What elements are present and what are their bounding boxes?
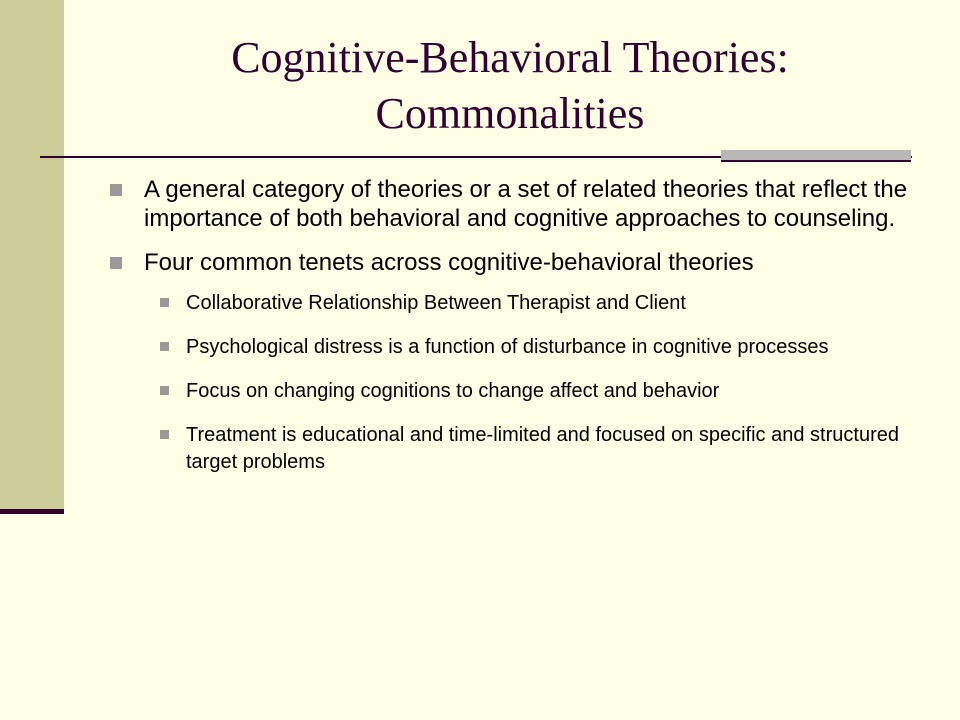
slide-title [100, 30, 920, 142]
bullet-item [108, 248, 928, 277]
title-accent-bar [721, 150, 911, 162]
sub-bullet-text: Treatment is educational and time-limited and focused on specific and structured target problems [186, 424, 899, 473]
slide-title-line-1: Cognitive-Behavioral Theories: [231, 33, 789, 82]
sub-bullet-text: Psychological distress is a function of disturbance in cognitive processes [186, 336, 829, 358]
bullet-text: A general category of theories or a set of related theories that reflect the importance of both behavioral and cognitive approaches to counseling. [144, 176, 908, 232]
square-bullet-icon [110, 184, 122, 196]
sub-bullet-text: Focus on changing cognitions to change affect and behavior [186, 380, 720, 402]
sub-bullet-text: Collaborative Relationship Between Therapist and Client [186, 292, 686, 314]
sub-bullet-item [158, 422, 928, 476]
slide-title-line-2: Commonalities [375, 89, 645, 138]
square-bullet-icon [160, 430, 169, 439]
sub-bullet-item [158, 378, 928, 405]
slide-body [108, 175, 928, 493]
square-bullet-icon [110, 257, 122, 269]
square-bullet-icon [160, 342, 169, 351]
square-bullet-icon [160, 298, 169, 307]
side-decoration-line [0, 509, 64, 514]
bullet-text: Four common tenets across cognitive-behavioral theories [144, 249, 754, 276]
square-bullet-icon [160, 386, 169, 395]
bullet-item [108, 175, 928, 233]
side-decoration-bar [0, 0, 64, 514]
sub-bullet-list [108, 290, 928, 476]
sub-bullet-item [158, 334, 928, 361]
sub-bullet-item [158, 290, 928, 317]
